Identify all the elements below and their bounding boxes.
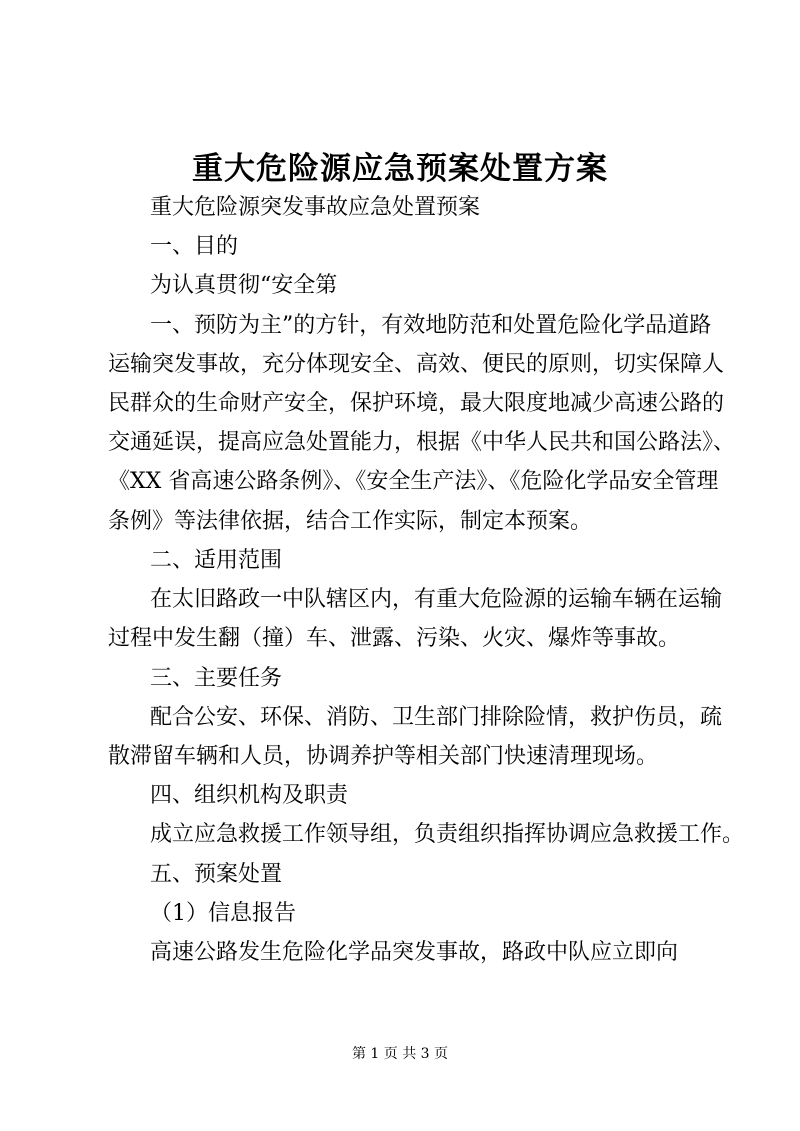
paragraph-line: 交通延误，提高应急处置能力，根据《中华人民共和国公路法》、 xyxy=(108,430,736,455)
paragraph-line: 一、预防为主”的方针，有效地防范和处置危险化学品道路 xyxy=(150,313,712,338)
section-heading: 三、主要任务 xyxy=(150,666,283,691)
document-title: 重大危险源应急预案处置方案 xyxy=(192,151,608,187)
paragraph-line: 成立应急救援工作领导组，负责组织指挥协调应急救援工作。 xyxy=(150,822,745,847)
paragraph-line: 《XX 省高速公路条例》、《安全生产法》、《危险化学品安全管理 xyxy=(108,469,719,494)
page-footer: 第 1 页 共 3 页 xyxy=(351,1046,449,1062)
paragraph-line: 配合公安、环保、消防、卫生部门排除险情，救护伤员，疏 xyxy=(150,705,723,730)
paragraph-line: 散滞留车辆和人员，协调养护等相关部门快速清理现场。 xyxy=(108,744,659,769)
paragraph-line: 运输突发事故，充分体现安全、高效、便民的原则，切实保障人 xyxy=(108,352,725,377)
paragraph-line: 条例》等法律依据，结合工作实际，制定本预案。 xyxy=(108,509,593,534)
subsection-heading: （1）信息报告 xyxy=(150,901,296,926)
section-heading: 二、适用范围 xyxy=(150,548,283,573)
paragraph-line: 高速公路发生危险化学品突发事故，路政中队应立即向 xyxy=(150,940,679,965)
paragraph-line: 重大危险源突发事故应急处置预案 xyxy=(150,195,481,220)
paragraph-line: 在太旧路政一中队辖区内，有重大危险源的运输车辆在运输 xyxy=(150,587,723,612)
paragraph-line: 过程中发生翻（撞）车、泄露、污染、火灾、爆炸等事故。 xyxy=(108,626,681,651)
section-heading: 四、组织机构及职责 xyxy=(150,783,349,808)
section-heading: 一、目的 xyxy=(150,234,239,259)
paragraph-line: 为认真贯彻“安全第 xyxy=(150,273,338,298)
paragraph-line: 民群众的生命财产安全，保护环境，最大限度地减少高速公路的 xyxy=(108,391,725,416)
section-heading: 五、预案处置 xyxy=(150,862,283,887)
